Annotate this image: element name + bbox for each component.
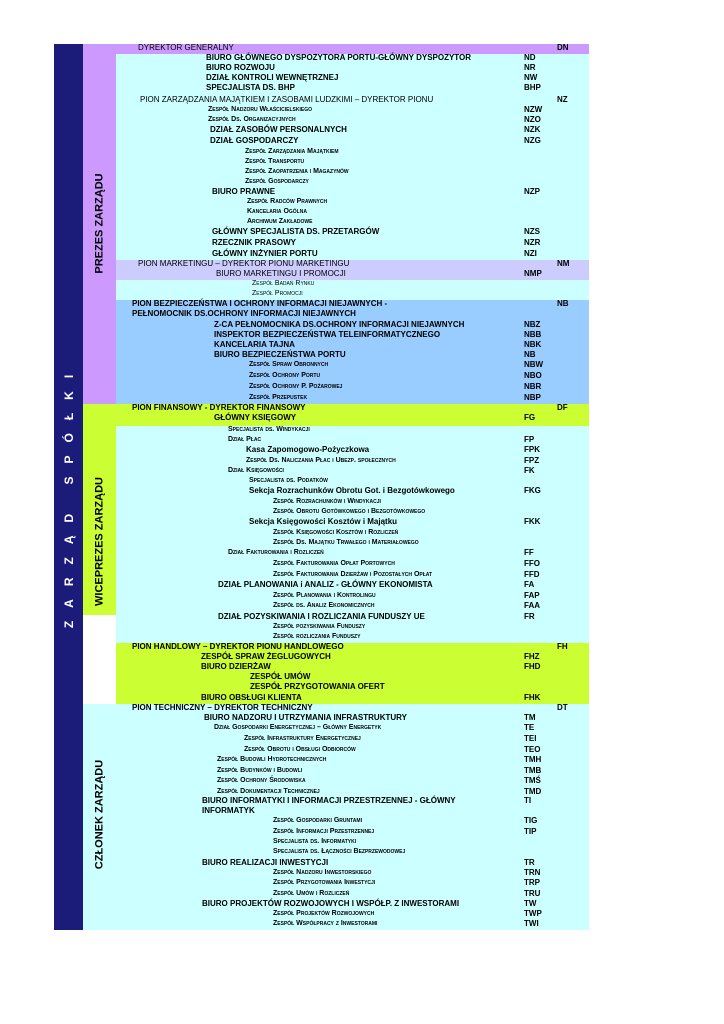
org-unit-code: TWP: [524, 909, 542, 918]
org-unit-row: [116, 446, 589, 457]
org-unit-code: NBB: [524, 330, 542, 339]
org-unit-name: Zespół Obrotu Gotówkowego i Bezgotówkowego: [273, 508, 426, 515]
org-unit-name: DZIAŁ POZYSKIWANIA I ROZLICZANIA FUNDUSZY UE: [218, 612, 425, 621]
org-unit-name: Dział Gospodarki Energetycznej – Główny Energetyk: [214, 724, 382, 731]
org-unit-code: FFD: [524, 570, 540, 579]
org-unit-row: [116, 797, 589, 807]
org-unit-name: Zespół Gospodarki Gruntami: [273, 817, 362, 824]
org-unit-name: BIURO REALIZACJI INWESTYCJI: [202, 858, 329, 867]
org-unit-name: Zespół Nadzoru Właścicielskiego: [208, 106, 312, 113]
org-unit-name: Zespół Nadzoru Inwestorskiego: [273, 869, 372, 876]
org-unit-name: BIURO OBSŁUGI KLIENTA: [201, 693, 302, 702]
org-unit-row: [116, 74, 589, 84]
org-unit-row: [116, 64, 589, 74]
org-unit-row: [116, 746, 589, 756]
org-unit-name: Zespół Ds. Organizacyjnych: [208, 116, 296, 123]
org-unit-name: Zespół Obrotu i Obsługi Odbiorców: [244, 746, 356, 753]
org-unit-name: Specjalista ds. Podatków: [249, 477, 328, 484]
org-unit-name: Dział Płac: [228, 436, 262, 443]
org-unit-name: Zespół Ochrony Środowiska: [217, 777, 306, 784]
org-unit-name: BIURO BEZPIECZEŃSTWA PORTU: [214, 350, 346, 359]
org-unit-code: TEO: [524, 745, 541, 754]
org-unit-row: [116, 518, 589, 529]
org-unit-row: [116, 581, 589, 592]
org-unit-name: Zespół Umów i Rozliczeń: [273, 890, 350, 897]
org-unit-code: TEI: [524, 734, 537, 743]
org-unit-name: Zespół Projektów Rozwojowych: [273, 910, 375, 917]
org-unit-name: DZIAŁ KONTROLI WEWNĘTRZNEJ: [206, 73, 339, 82]
org-unit-row: [116, 383, 589, 394]
org-unit-row: [116, 270, 589, 280]
org-unit-code: FP: [524, 435, 535, 444]
org-unit-code: FK: [524, 466, 535, 475]
org-unit-code: DT: [557, 703, 568, 712]
org-unit-name: Zespół Fakturowania Dzierżaw i Pozostałych Opłat: [273, 571, 433, 578]
org-unit-row: [116, 879, 589, 890]
org-unit-row: [116, 756, 589, 767]
org-unit-code: NBO: [524, 371, 542, 380]
org-unit-name: Zespół Ochrony P. Pożarowej: [249, 383, 343, 390]
org-unit-code: NZ: [557, 95, 568, 104]
org-unit-row: [116, 331, 589, 341]
org-unit-row: [116, 198, 589, 208]
org-unit-name: Sekcja Rozrachunków Obrotu Got. i Bezgotówkowego: [249, 486, 455, 495]
org-unit-row: [116, 426, 589, 436]
org-unit-code: NB: [524, 350, 536, 359]
org-unit-row: [116, 106, 589, 116]
org-unit-name: INSPEKTOR BEZPIECZEŃSTWA TELEINFORMATYCZNEGO: [214, 330, 441, 339]
org-unit-row: [116, 404, 589, 414]
org-unit-row: [116, 838, 589, 848]
org-unit-row: [116, 239, 589, 250]
org-unit-name: BIURO ROZWOJU: [206, 63, 275, 72]
org-unit-name: Zespół Zaopatrzenia i Magazynów: [245, 168, 349, 175]
org-unit-name: ZESPÓŁ SPRAW ŻEGLUGOWYCH: [201, 652, 331, 661]
org-unit-name: Zespół Promocji: [252, 290, 303, 297]
org-unit-name: BIURO INFORMATYKI I INFORMACJI PRZESTRZENNEJ - GŁÓWNY: [202, 796, 456, 805]
org-unit-name: Zespół Ochrony Portu: [249, 372, 321, 379]
org-unit-row: [116, 623, 589, 633]
org-unit-name: Zespół Informacji Przestrzennej: [273, 828, 375, 835]
org-unit-code: NR: [524, 63, 536, 72]
org-unit-row: [116, 529, 589, 539]
org-unit-row: [116, 487, 589, 498]
org-unit-name: BIURO GŁÓWNEGO DYSPOZYTORA PORTU-GŁÓWNY DYSPOZYTOR: [206, 53, 472, 62]
org-unit-code: FPZ: [524, 456, 540, 465]
org-unit-row: [116, 498, 589, 508]
org-unit-name: PION HANDLOWY – DYREKTOR PIONU HANDLOWEGO: [132, 642, 344, 651]
org-unit-code: TE: [524, 723, 535, 732]
org-unit-code: FFO: [524, 559, 540, 568]
org-unit-code: NM: [557, 259, 570, 268]
org-unit-row: [116, 457, 589, 467]
org-unit-code: BHP: [524, 83, 541, 92]
org-unit-name: Zespół Ds. Naliczania Płac i Ubezp. społecznych: [246, 457, 396, 464]
org-unit-row: [116, 158, 589, 168]
org-unit-code: TMB: [524, 766, 542, 775]
org-unit-code: TW: [524, 899, 537, 908]
org-unit-code: NMP: [524, 269, 542, 278]
org-unit-row: [116, 188, 589, 198]
org-unit-row: [116, 208, 589, 218]
org-unit-name: DZIAŁ PLANOWANIA i ANALIZ - GŁÓWNY EKONOMISTA: [218, 580, 433, 589]
org-unit-name: PION ZARZĄDZANIA MAJĄTKIEM I ZASOBAMI LUDZKIMI – DYREKTOR PIONU: [140, 95, 434, 104]
org-unit-name: ZESPÓŁ PRZYGOTOWANIA OFERT: [250, 682, 385, 691]
org-unit-code: NZP: [524, 187, 540, 196]
org-unit-name: KANCELARIA TAJNA: [214, 340, 295, 349]
org-unit-name: PION MARKETINGU – DYREKTOR PIONU MARKETINGU: [138, 259, 350, 268]
org-unit-name: GŁÓWNY SPECJALISTA DS. PRZETARGÓW: [212, 227, 380, 236]
org-unit-code: NBW: [524, 360, 544, 369]
org-unit-name: Zespół Przygotowania Inwestycji: [273, 879, 376, 886]
org-unit-row: [116, 613, 589, 623]
org-unit-row: [116, 260, 589, 270]
org-unit-name: Zespół Współpracy z Inwestorami: [273, 920, 378, 927]
org-unit-row: [116, 714, 589, 724]
org-unit-name: Z-CA PEŁNOMOCNIKA DS.OCHRONY INFORMACJI NIEJAWNYCH: [214, 320, 465, 329]
org-unit-row: [116, 643, 589, 653]
org-unit-name: Zespół Infrastruktury Energetycznej: [244, 735, 361, 742]
org-unit-row: [116, 683, 589, 694]
org-unit-code: NZR: [524, 238, 541, 247]
org-unit-code: NZS: [524, 227, 540, 236]
org-unit-row: [116, 361, 589, 372]
org-unit-code: TRN: [524, 868, 541, 877]
org-unit-name: Zespół ds. Analiz Ekonomicznych: [273, 602, 375, 609]
zarzad-spolki-label: ZARZĄD SPÓŁKI: [62, 361, 76, 629]
org-unit-name: Specjalista ds. Windykacji: [228, 426, 310, 433]
org-unit-row: [116, 777, 589, 788]
org-unit-code: TMH: [524, 755, 542, 764]
org-unit-code: FKK: [524, 517, 541, 526]
org-unit-code: FKG: [524, 486, 541, 495]
org-unit-row: [116, 869, 589, 879]
org-unit-name: Zespół Ds. Majątku Trwałego i Materiałowego: [273, 539, 419, 546]
org-unit-code: FHZ: [524, 652, 540, 661]
org-unit-row: [116, 848, 589, 859]
org-unit-name: BIURO NADZORU I UTRZYMANIA INFRASTRUKTURY: [204, 713, 407, 722]
org-unit-row: [116, 168, 589, 178]
org-unit-name: Zespół Fakturowania Opłat Portowych: [273, 560, 395, 567]
org-unit-name: SPECJALISTA DS. BHP: [206, 83, 295, 92]
org-unit-row: [116, 372, 589, 383]
org-unit-code: NZO: [524, 115, 541, 124]
org-unit-name: BIURO MARKETINGU I PROMOCJI: [216, 269, 346, 278]
org-unit-row: [116, 859, 589, 869]
org-unit-code: FAA: [524, 601, 540, 610]
org-unit-row: [116, 148, 589, 158]
org-unit-row: [116, 539, 589, 549]
org-unit-code: FR: [524, 612, 535, 621]
org-unit-row: [116, 828, 589, 838]
org-unit-code: DF: [557, 403, 568, 412]
org-unit-name: RZECZNIK PRASOWY: [212, 238, 296, 247]
org-unit-name: PION BEZPIECZEŃSTWA I OCHRONY INFORMACJI NIEJAWNYCH -: [132, 299, 388, 308]
org-unit-row: [116, 137, 589, 148]
org-unit-code: TIP: [524, 827, 537, 836]
org-unit-name: Zespół Budowli Hydrotechnicznych: [217, 756, 327, 763]
org-unit-name: Zespół rozliczania Funduszy: [273, 633, 361, 640]
org-unit-code: FG: [524, 413, 536, 422]
org-unit-name: Zespół Rozrachunków i Windykacji: [273, 498, 381, 505]
org-unit-row: [116, 341, 589, 351]
org-unit-row: [116, 228, 589, 239]
org-unit-row: [116, 807, 589, 817]
org-unit-name: Archiwum Zakładowe: [247, 218, 313, 225]
org-unit-code: FF: [524, 548, 534, 557]
org-unit-name: GŁÓWNY KSIĘGOWY: [214, 413, 297, 422]
org-unit-name: DYREKTOR GENERALNY: [138, 43, 234, 52]
org-unit-code: NZI: [524, 249, 537, 258]
org-unit-name: PION TECHNICZNY – DYREKTOR TECHNICZNY: [132, 703, 313, 712]
org-unit-code: NBK: [524, 340, 542, 349]
org-unit-row: [116, 920, 589, 930]
org-unit-code: NBZ: [524, 320, 541, 329]
org-unit-name: Zespół Przepustek: [249, 394, 308, 401]
org-unit-name: BIURO PROJEKTÓW ROZWOJOWYCH I WSPÓŁP. Z INWESTORAMI: [202, 899, 460, 908]
org-unit-name: Specjalista ds. Informatyki: [273, 838, 357, 845]
org-unit-name: Kasa Zapomogowo-Pożyczkowa: [246, 445, 370, 454]
org-unit-row: [116, 549, 589, 560]
org-unit-row: [116, 467, 589, 477]
czlonek-zarzadu-label: CZŁONEK ZARZĄDU: [93, 759, 106, 870]
org-unit-name: Dział Księgowości: [228, 467, 284, 474]
org-unit-name: BIURO PRAWNE: [212, 187, 276, 196]
org-unit-code: FHK: [524, 693, 541, 702]
org-unit-row: [116, 767, 589, 777]
org-unit-code: FPK: [524, 445, 540, 454]
org-unit-row: [116, 178, 589, 188]
org-unit-name: Sekcja Księgowości Kosztów i Majątku: [249, 517, 398, 526]
org-unit-name: INFORMATYK: [202, 806, 255, 815]
org-unit-code: TWI: [524, 919, 539, 928]
org-unit-code: FHD: [524, 662, 541, 671]
org-unit-name: DZIAŁ GOSPODARCZY: [210, 136, 299, 145]
org-unit-row: [116, 560, 589, 571]
org-unit-name: Dział Fakturowania i Rozliczeń: [228, 549, 324, 556]
org-unit-row: [116, 663, 589, 673]
org-unit-code: TM: [524, 713, 536, 722]
org-unit-code: NBP: [524, 393, 541, 402]
org-unit-code: DN: [557, 43, 569, 52]
org-unit-code: NB: [557, 299, 569, 308]
org-unit-name: Zespół Dokumentacji Technicznej: [217, 788, 320, 795]
org-unit-row: [116, 900, 589, 910]
org-unit-row: [116, 817, 589, 828]
org-unit-name: Zespół Transportu: [245, 158, 305, 165]
org-unit-name: Zespół Budynków i Budowli: [217, 767, 303, 774]
org-unit-code: TMŚ: [524, 776, 541, 785]
org-unit-name: PEŁNOMOCNIK DS.OCHRONY INFORMACJI NIEJAWNYCH: [132, 309, 356, 318]
org-unit-code: TR: [524, 858, 535, 867]
org-unit-name: Zespół Gospodarczy: [245, 178, 309, 185]
org-unit-row: [116, 116, 589, 126]
org-unit-name: Zespół Badań Rynku: [252, 280, 315, 287]
org-unit-row: [116, 54, 589, 64]
wiceprezes-zarzadu-label: WICEPREZES ZARZĄDU: [93, 477, 106, 606]
org-unit-row: [116, 724, 589, 735]
org-unit-code: FA: [524, 580, 535, 589]
org-unit-row: [116, 910, 589, 920]
org-unit-row: [116, 735, 589, 746]
org-unit-code: NZG: [524, 136, 541, 145]
prezes-zarzadu-label: PREZES ZARZĄDU: [93, 173, 106, 274]
org-unit-code: TIG: [524, 816, 538, 825]
org-unit-name: BIURO DZIERŻAW: [201, 662, 271, 671]
org-unit-code: TMD: [524, 787, 542, 796]
org-unit-name: Kancelaria Ogólna: [247, 208, 307, 215]
org-unit-code: FH: [557, 642, 568, 651]
org-unit-row: [116, 126, 589, 137]
org-unit-name: Zespół Radców Prawnych: [247, 198, 328, 205]
org-unit-name: Specjalista ds. Łączności Bezprzewodowej: [273, 848, 406, 855]
org-unit-name: Zespół Spraw Obronnych: [249, 361, 329, 368]
org-unit-name: Zespół Zarządzania Majątkiem: [245, 148, 339, 155]
org-unit-row: [116, 280, 589, 290]
org-unit-name: Zespół Księgowości Kosztów i Rozliczeń: [273, 529, 399, 536]
org-unit-name: PION FINANSOWY - DYREKTOR FINANSOWY: [132, 403, 306, 412]
org-unit-name: GŁÓWNY INŻYNIER PORTU: [212, 249, 318, 258]
org-unit-name: DZIAŁ ZASOBÓW PERSONALNYCH: [210, 125, 347, 134]
org-unit-code: TRP: [524, 878, 540, 887]
org-unit-name: ZESPÓŁ UMÓW: [250, 672, 311, 681]
org-unit-row: [116, 414, 589, 426]
org-unit-code: TI: [524, 796, 532, 805]
org-unit-code: TRU: [524, 889, 541, 898]
org-unit-name: Zespół Planowania i Kontrolingu: [273, 592, 376, 599]
org-unit-row: [116, 592, 589, 602]
org-unit-code: NBR: [524, 382, 542, 391]
org-unit-row: [116, 351, 589, 361]
org-unit-code: NZK: [524, 125, 541, 134]
org-unit-code: ND: [524, 53, 536, 62]
org-unit-row: [116, 96, 589, 106]
org-unit-name: Zespół pozyskiwania Funduszy: [273, 623, 366, 630]
org-unit-code: NZW: [524, 105, 543, 114]
org-unit-code: FAP: [524, 591, 540, 600]
org-unit-row: [116, 653, 589, 663]
org-unit-code: NW: [524, 73, 538, 82]
